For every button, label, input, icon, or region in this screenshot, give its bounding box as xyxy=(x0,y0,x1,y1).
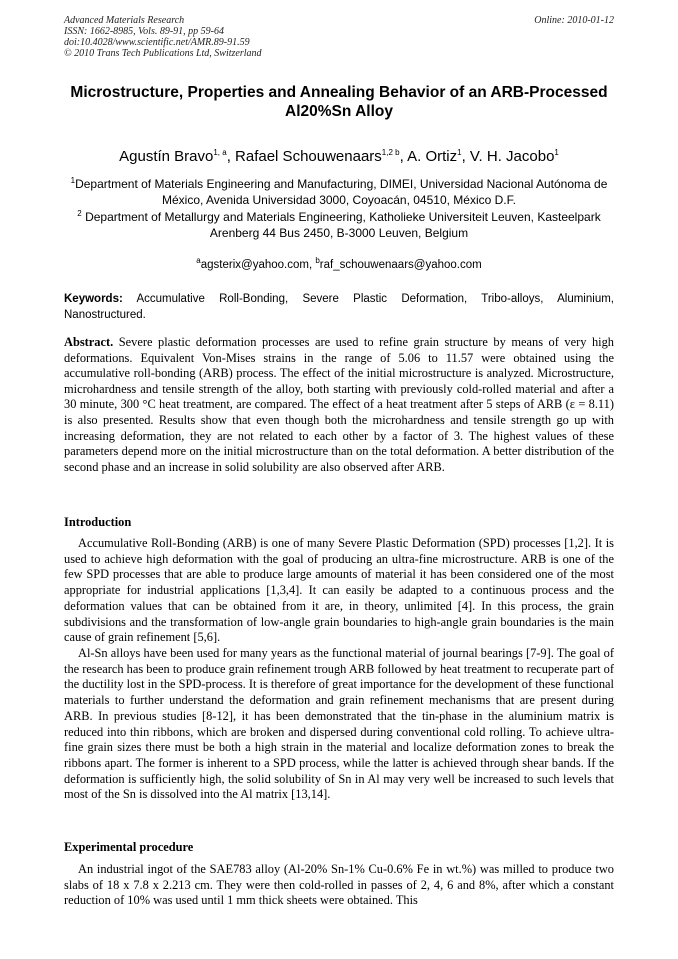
introduction-paragraph-1: Accumulative Roll-Bonding (ARB) is one of many Severe Plastic Deformation (SPD) processes [1,2]. It is used to achieve high deformation with the goal of producing an ultra-fine microstructure. ARB is one of the few SPD processes that are able to produce large amounts of material it has been considered one of the most appropriate for industrial applications [1,3,4]. It can easily be adapted to a continuous process and the deformation values that can be obtained from it are, in theory, unlimited [4]. In this process, the grain subdivisions and the transformation of low-angle grain boundaries to high-angle grain boundaries is the main cause of grain refinement [5,6]. xyxy=(64,536,614,645)
experimental-heading: Experimental procedure xyxy=(64,840,194,854)
affiliation-text: Department of Materials Engineering and Manufacturing, DIMEI, Universidad Nacional Autónoma de México, Avenida Universidad 3000, Coyoacán, 04510, México D.F. xyxy=(75,177,608,207)
journal-name: Advanced Materials Research xyxy=(64,15,185,26)
issn-line: ISSN: 1662-8985, Vols. 89-91, pp 59-64 xyxy=(64,26,224,37)
introduction-heading: Introduction xyxy=(64,515,132,529)
author-list: Agustín Bravo$^{1, a}$, Rafael Schouwenaars$^{1,2 b}$, A. Ortiz$^1$, V. H. Jacobo$^1$ xyxy=(119,148,559,165)
author-name: A. Ortiz xyxy=(407,148,458,165)
email-superscript: b xyxy=(315,256,320,266)
email-line xyxy=(64,258,614,272)
affiliation-superscript: 1 xyxy=(70,176,76,185)
email-address: raf_schouwenaars@yahoo.com xyxy=(319,259,482,271)
email-address: agsterix@yahoo.com, xyxy=(200,259,316,271)
keywords xyxy=(64,292,614,323)
online-date: Online: 2010-01-12 xyxy=(534,15,614,26)
doi-line: doi:10.4028/www.scientific.net/AMR.89-91.59 xyxy=(64,37,250,48)
author-superscript: 1 xyxy=(554,148,559,157)
keywords-label: Keywords: xyxy=(64,293,123,305)
abstract-text: Severe plastic deformation processes are used to refine grain structure by means of very high deformations. Equivalent Von-Mises strains in the range of 5.06 to 11.57 were obtained using the accumulative roll-bonding (ARB) process. The effect of the initial microstructure is analyzed. Microstructure, microhardness and tensile strength of the alloy, both starting with previously cold-rolled material and after a 30 minute, 300 °C heat treatment, are compared. The effect of a heat treatment after 5 steps of ARB (ε = 8.11) is also presented. Results show that even though both the microhardness and tensile strength go up with increasing deformation, they are not related to each other by a factor of 3. The highest values of these parameters depend more on the initial microstructure than on the total deformation. A better distribution of the second phase and an increase in solid solubility are also observed after ARB. xyxy=(64,335,614,474)
author-name: V. H. Jacobo xyxy=(469,148,555,165)
email-superscript: a xyxy=(196,256,201,266)
author-superscript: 1, a xyxy=(213,148,227,157)
copyright-line: © 2010 Trans Tech Publications Ltd, Switzerland xyxy=(64,48,262,59)
paper-title: Microstructure, Properties and Annealing Behavior of an ARB-Processed Al20%Sn Alloy xyxy=(70,84,608,120)
abstract xyxy=(64,335,614,475)
affiliation-2 xyxy=(64,209,614,241)
affiliation-superscript: 2 xyxy=(77,209,82,218)
introduction-paragraph-2: Al-Sn alloys have been used for many years as the functional material of journal bearings [7-9]. The goal of the research has been to produce grain refinement trough ARB followed by heat treatment to recuperate part of the ductility lost in the SPD-process. It is therefore of great importance for the development of these functional materials to further understand the deformation and grain refinement mechanisms that are present during ARB. In previous studies [8-12], it has been demonstrated that the tin-phase in the aluminium matrix is reduced into thin ribbons, which are broken and dispersed during conventional cold rolling. To achieve ultra-fine grain sizes there must be both a high strain in the material and localize deformation zones to break the ribbons apart. The former is inherent to a SPD process, while the latter is achieved through shear bands. If the deformation is sufficiently high, the solid solubility of Sn in Al may very well be increased to such levels that most of the Sn is dissolved into the Al matrix [13,14]. xyxy=(64,646,614,802)
journal-header xyxy=(64,15,262,59)
author-superscript: 1,2 b xyxy=(381,148,400,157)
author-name: Agustín Bravo xyxy=(119,148,214,165)
keywords-text: Accumulative Roll-Bonding, Severe Plastic Deformation, Tribo-alloys, Aluminium, Nanostructured. xyxy=(64,293,614,321)
affiliation-text: Department of Metallurgy and Materials Engineering, Katholieke Universiteit Leuven, Kasteelpark Arenberg 44 Bus 2450, B-3000 Leuven, Belgium xyxy=(81,210,601,240)
author-superscript: 1 xyxy=(457,148,462,157)
abstract-label: Abstract. xyxy=(64,335,114,349)
author-name: Rafael Schouwenaars xyxy=(235,148,382,165)
affiliation-1 xyxy=(64,176,614,208)
experimental-paragraph-1: An industrial ingot of the SAE783 alloy (Al-20% Sn-1% Cu-0.6% Fe in wt.%) was milled to produce two slabs of 18 x 7.8 x 2.213 cm. They were then cold-rolled in passes of 2, 4, 6 and 8%, after which a constant reduction of 10% was used until 1 mm thick sheets were obtained. This xyxy=(64,862,614,908)
